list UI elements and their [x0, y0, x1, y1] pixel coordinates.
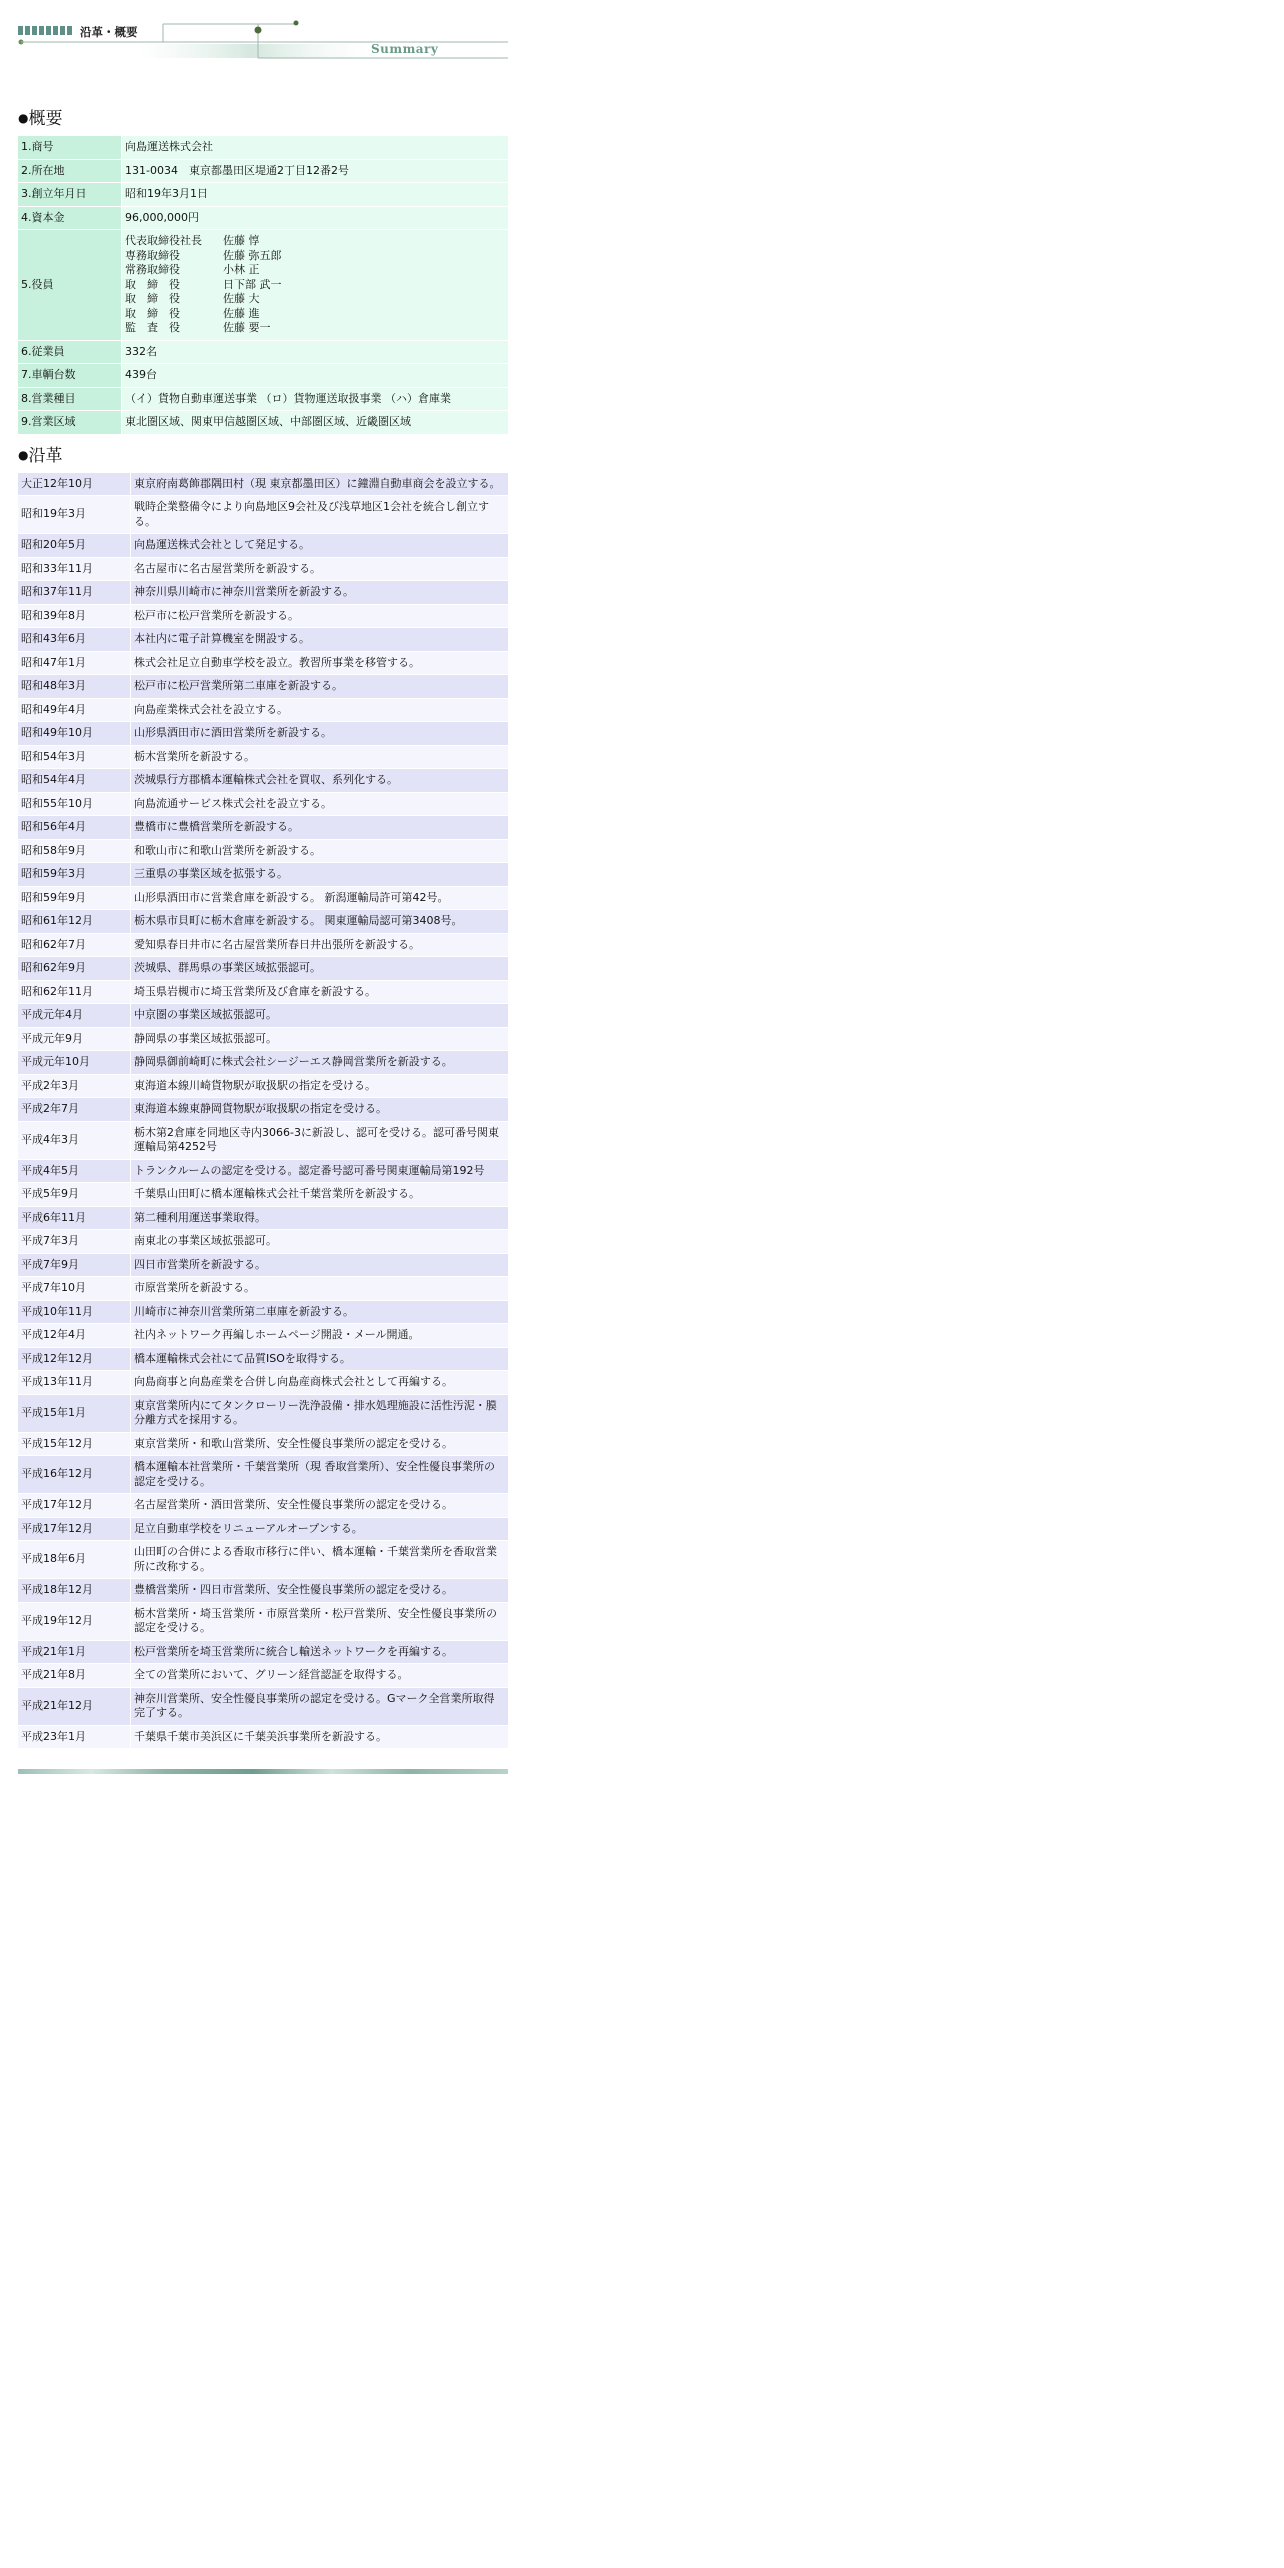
history-date: 昭和54年4月: [18, 769, 130, 792]
overview-value: 131-0034 東京都墨田区堤通2丁目12番2号: [122, 160, 508, 183]
history-event: 市原営業所を新設する。: [131, 1277, 508, 1300]
overview-row: [18, 341, 508, 364]
history-event: 株式会社足立自動車学校を設立。教習所事業を移管する。: [131, 652, 508, 675]
history-event: 橋本運輸株式会社にて品質ISOを取得する。: [131, 1348, 508, 1371]
history-event: 向島運送株式会社として発足する。: [131, 534, 508, 557]
history-row: [18, 1051, 508, 1074]
history-date: 昭和20年5月: [18, 534, 130, 557]
history-date: 昭和61年12月: [18, 910, 130, 933]
history-event: 全ての営業所において、グリーン経営認証を取得する。: [131, 1664, 508, 1687]
history-event: 足立自動車学校をリニューアルオープンする。: [131, 1518, 508, 1541]
history-date: 平成7年9月: [18, 1254, 130, 1277]
history-row: [18, 1160, 508, 1183]
history-row: [18, 534, 508, 557]
history-event: 栃木営業所・埼玉営業所・市原営業所・松戸営業所、安全性優良事業所の認定を受ける。: [131, 1603, 508, 1640]
overview-row-officers: [18, 230, 508, 340]
overview-key: 1.商号: [18, 136, 121, 159]
history-date: 平成17年12月: [18, 1518, 130, 1541]
officer-role: 取 締 役: [125, 306, 180, 320]
bullet-icon: ●: [18, 447, 29, 462]
history-date: 昭和62年7月: [18, 934, 130, 957]
overview-key: 3.創立年月日: [18, 183, 121, 206]
history-row: [18, 816, 508, 839]
history-date: 昭和39年8月: [18, 605, 130, 628]
history-event: 山形県酒田市に酒田営業所を新設する。: [131, 722, 508, 745]
page-subtitle: Summary: [371, 42, 439, 56]
history-event: 東京府南葛飾郡隅田村（現 東京都墨田区）に鐘淵自動車商会を設立する。: [131, 473, 508, 496]
history-event: 中京圏の事業区域拡張認可。: [131, 1004, 508, 1027]
history-event: 千葉県千葉市美浜区に千葉美浜事業所を新設する。: [131, 1726, 508, 1749]
officer-role: 常務取締役: [125, 263, 180, 276]
officer-name: 佐藤 弥五郎: [223, 248, 282, 262]
history-event: 本社内に電子計算機室を開設する。: [131, 628, 508, 651]
history-row: [18, 1726, 508, 1749]
history-date: 昭和62年9月: [18, 957, 130, 980]
officer-role: 取 締 役: [125, 292, 180, 305]
history-event: 千葉県山田町に橋本運輸株式会社千葉営業所を新設する。: [131, 1183, 508, 1206]
banner-squares-icon: [18, 26, 72, 35]
history-date: 平成7年3月: [18, 1230, 130, 1253]
history-date: 昭和55年10月: [18, 793, 130, 816]
history-row: [18, 1456, 508, 1493]
history-row: [18, 1324, 508, 1347]
history-row: [18, 1579, 508, 1602]
history-row: [18, 1688, 508, 1725]
history-event: 茨城県行方郡橋本運輸株式会社を買収、系列化する。: [131, 769, 508, 792]
history-date: 平成23年1月: [18, 1726, 130, 1749]
officer-role: 専務取締役: [125, 248, 180, 262]
officer-entry: [125, 234, 505, 249]
history-row: [18, 1277, 508, 1300]
history-event: 神奈川県川崎市に神奈川営業所を新設する。: [131, 581, 508, 604]
officer-name: 佐藤 惇: [223, 234, 260, 247]
history-row: [18, 981, 508, 1004]
history-event: 向島商事と向島産業を合併し向島産商株式会社として再編する。: [131, 1371, 508, 1394]
history-date: 平成4年3月: [18, 1122, 130, 1159]
history-event: 山田町の合併による香取市移行に伴い、橋本運輸・千葉営業所を香取営業所に改称する。: [131, 1541, 508, 1578]
history-event: 戦時企業整備令により向島地区9会社及び浅草地区1会社を統合し創立する。: [131, 496, 508, 533]
history-event: 松戸市に松戸営業所第二車庫を新設する。: [131, 675, 508, 698]
history-row: [18, 628, 508, 651]
officer-name: 日下部 武一: [223, 277, 282, 291]
history-event: 三重県の事業区域を拡張する。: [131, 863, 508, 886]
history-event: 名古屋市に名古屋営業所を新設する。: [131, 558, 508, 581]
history-row: [18, 910, 508, 933]
overview-key: 9.営業区域: [18, 411, 121, 434]
history-date: 平成19年12月: [18, 1603, 130, 1640]
overview-value: （イ）貨物自動車運送事業 （ロ）貨物運送取扱事業 （ハ）倉庫業: [122, 388, 508, 411]
history-date: 平成16年12月: [18, 1456, 130, 1493]
history-event: 東京営業所内にてタンクローリー洗浄設備・排水処理施設に活性汚泥・膜分離方式を採用する。: [131, 1395, 508, 1432]
history-date: 平成21年12月: [18, 1688, 130, 1725]
officer-entry: [125, 292, 505, 307]
page-title: 沿革・概要: [80, 25, 138, 39]
history-row: [18, 1518, 508, 1541]
history-date: 平成6年11月: [18, 1207, 130, 1230]
bullet-icon: ●: [18, 111, 29, 125]
history-event: 豊橋市に豊橋営業所を新設する。: [131, 816, 508, 839]
history-event: 静岡県御前崎町に株式会社シージーエス静岡営業所を新設する。: [131, 1051, 508, 1074]
officer-name: 佐藤 要一: [223, 321, 271, 334]
history-date: 平成21年8月: [18, 1664, 130, 1687]
history-event: 神奈川営業所、安全性優良事業所の認定を受ける。Gマーク全営業所取得完了する。: [131, 1688, 508, 1725]
overview-row: [18, 388, 508, 411]
officer-entry: [125, 307, 505, 322]
history-event: 埼玉県岩槻市に埼玉営業所及び倉庫を新設する。: [131, 981, 508, 1004]
overview-key: 2.所在地: [18, 160, 121, 183]
history-row: [18, 1664, 508, 1687]
overview-key: 5.役員: [18, 230, 121, 340]
officer-name: 小林 正: [223, 263, 260, 276]
history-date: 平成元年9月: [18, 1028, 130, 1051]
history-date: 昭和62年11月: [18, 981, 130, 1004]
footer-bar: [18, 1769, 508, 1774]
overview-row: [18, 207, 508, 230]
history-heading: ●沿革: [18, 445, 63, 466]
history-row: [18, 1433, 508, 1456]
history-event: 栃木営業所を新設する。: [131, 746, 508, 769]
history-date: 平成17年12月: [18, 1494, 130, 1517]
history-row: [18, 863, 508, 886]
history-date: 平成21年1月: [18, 1641, 130, 1664]
history-row: [18, 652, 508, 675]
history-event: 第二種利用運送事業取得。: [131, 1207, 508, 1230]
history-row: [18, 887, 508, 910]
history-row: [18, 1348, 508, 1371]
history-date: 平成15年12月: [18, 1433, 130, 1456]
history-row: [18, 1254, 508, 1277]
history-date: 平成2年7月: [18, 1098, 130, 1121]
history-event: 東海道本線東静岡貨物駅が取扱駅の指定を受ける。: [131, 1098, 508, 1121]
overview-table: [17, 135, 509, 435]
history-date: 平成12年12月: [18, 1348, 130, 1371]
history-date: 平成元年10月: [18, 1051, 130, 1074]
overview-value: 東北圏区域、関東甲信越圏区域、中部圏区域、近畿圏区域: [122, 411, 508, 434]
overview-value: 439台: [122, 364, 508, 387]
history-row: [18, 699, 508, 722]
overview-row: [18, 411, 508, 434]
history-date: 平成2年3月: [18, 1075, 130, 1098]
history-date: 昭和48年3月: [18, 675, 130, 698]
page-banner: [18, 18, 508, 64]
history-date: 昭和59年3月: [18, 863, 130, 886]
history-row: [18, 558, 508, 581]
overview-key: 4.資本金: [18, 207, 121, 230]
history-date: 平成10年11月: [18, 1301, 130, 1324]
history-row: [18, 840, 508, 863]
overview-row: [18, 160, 508, 183]
history-date: 平成4年5月: [18, 1160, 130, 1183]
history-row: [18, 793, 508, 816]
history-date: 昭和19年3月: [18, 496, 130, 533]
history-event: 栃木第2倉庫を同地区寺内3066-3に新設し、認可を受ける。認可番号関東運輸局第4252号: [131, 1122, 508, 1159]
history-date: 昭和49年4月: [18, 699, 130, 722]
history-table: [17, 472, 509, 1750]
history-event: 社内ネットワーク再編しホームページ開設・メール開通。: [131, 1324, 508, 1347]
officer-role: 監 査 役: [125, 321, 180, 334]
overview-row: [18, 136, 508, 159]
history-date: 昭和56年4月: [18, 816, 130, 839]
history-event: 向島流通サービス株式会社を設立する。: [131, 793, 508, 816]
history-row: [18, 675, 508, 698]
overview-key: 7.車輌台数: [18, 364, 121, 387]
overview-row: [18, 183, 508, 206]
history-row: [18, 1098, 508, 1121]
officer-role: 代表取締役社長: [125, 234, 202, 247]
history-event: 川崎市に神奈川営業所第二車庫を新設する。: [131, 1301, 508, 1324]
history-event: 南東北の事業区域拡張認可。: [131, 1230, 508, 1253]
history-row: [18, 1028, 508, 1051]
history-event: 東京営業所・和歌山営業所、安全性優良事業所の認定を受ける。: [131, 1433, 508, 1456]
history-date: 昭和43年6月: [18, 628, 130, 651]
history-row: [18, 934, 508, 957]
history-row: [18, 1075, 508, 1098]
history-row: [18, 769, 508, 792]
history-event: 愛知県春日井市に名古屋営業所春日井出張所を新設する。: [131, 934, 508, 957]
history-event: 豊橋営業所・四日市営業所、安全性優良事業所の認定を受ける。: [131, 1579, 508, 1602]
officer-entry: [125, 249, 505, 264]
history-event: トランクルームの認定を受ける。認定番号認可番号関東運輸局第192号: [131, 1160, 508, 1183]
history-date: 昭和59年9月: [18, 887, 130, 910]
history-row: [18, 1371, 508, 1394]
officer-entry: [125, 263, 505, 278]
officer-entry: [125, 278, 505, 293]
history-event: 和歌山市に和歌山営業所を新設する。: [131, 840, 508, 863]
history-event: 四日市営業所を新設する。: [131, 1254, 508, 1277]
history-row: [18, 1494, 508, 1517]
history-date: 昭和49年10月: [18, 722, 130, 745]
history-event: 茨城県、群馬県の事業区域拡張認可。: [131, 957, 508, 980]
history-row: [18, 1641, 508, 1664]
history-row: [18, 1183, 508, 1206]
history-event: 向島産業株式会社を設立する。: [131, 699, 508, 722]
history-event: 静岡県の事業区域拡張認可。: [131, 1028, 508, 1051]
history-date: 昭和58年9月: [18, 840, 130, 863]
history-row: [18, 1541, 508, 1578]
history-date: 平成5年9月: [18, 1183, 130, 1206]
history-event: 松戸市に松戸営業所を新設する。: [131, 605, 508, 628]
history-date: 平成12年4月: [18, 1324, 130, 1347]
history-row: [18, 1395, 508, 1432]
history-date: 昭和37年11月: [18, 581, 130, 604]
history-row: [18, 605, 508, 628]
history-row: [18, 1004, 508, 1027]
history-row: [18, 1122, 508, 1159]
officer-entry: [125, 321, 505, 336]
overview-value: 96,000,000円: [122, 207, 508, 230]
overview-value: 向島運送株式会社: [122, 136, 508, 159]
officer-name: 佐藤 進: [223, 306, 260, 320]
history-row: [18, 957, 508, 980]
officer-role: 取 締 役: [125, 277, 180, 291]
history-event: 東海道本線川崎貨物駅が取扱駅の指定を受ける。: [131, 1075, 508, 1098]
history-date: 平成元年4月: [18, 1004, 130, 1027]
history-date: 昭和33年11月: [18, 558, 130, 581]
history-event: 名古屋営業所・酒田営業所、安全性優良事業所の認定を受ける。: [131, 1494, 508, 1517]
history-row: [18, 473, 508, 496]
overview-value: 昭和19年3月1日: [122, 183, 508, 206]
officer-name: 佐藤 大: [223, 292, 260, 305]
overview-value: 332名: [122, 341, 508, 364]
history-date: 平成15年1月: [18, 1395, 130, 1432]
history-row: [18, 722, 508, 745]
history-event: 橋本運輸本社営業所・千葉営業所（現 香取営業所）、安全性優良事業所の認定を受ける。: [131, 1456, 508, 1493]
overview-heading: ●概要: [18, 109, 63, 129]
history-date: 平成18年6月: [18, 1541, 130, 1578]
history-row: [18, 496, 508, 533]
history-row: [18, 746, 508, 769]
history-date: 昭和47年1月: [18, 652, 130, 675]
overview-row: [18, 364, 508, 387]
history-date: 大正12年10月: [18, 473, 130, 496]
overview-key: 8.営業種目: [18, 388, 121, 411]
history-event: 栃木県市貝町に栃木倉庫を新設する。 関東運輸局認可第3408号。: [131, 910, 508, 933]
history-row: [18, 581, 508, 604]
history-date: 平成7年10月: [18, 1277, 130, 1300]
history-date: 平成13年11月: [18, 1371, 130, 1394]
history-row: [18, 1207, 508, 1230]
history-date: 昭和54年3月: [18, 746, 130, 769]
history-date: 平成18年12月: [18, 1579, 130, 1602]
history-row: [18, 1603, 508, 1640]
overview-key: 6.従業員: [18, 341, 121, 364]
officers-list: [122, 230, 508, 340]
history-row: [18, 1230, 508, 1253]
history-row: [18, 1301, 508, 1324]
history-event: 山形県酒田市に営業倉庫を新設する。 新潟運輸局許可第42号。: [131, 887, 508, 910]
history-event: 松戸営業所を埼玉営業所に統合し輸送ネットワークを再編する。: [131, 1641, 508, 1664]
